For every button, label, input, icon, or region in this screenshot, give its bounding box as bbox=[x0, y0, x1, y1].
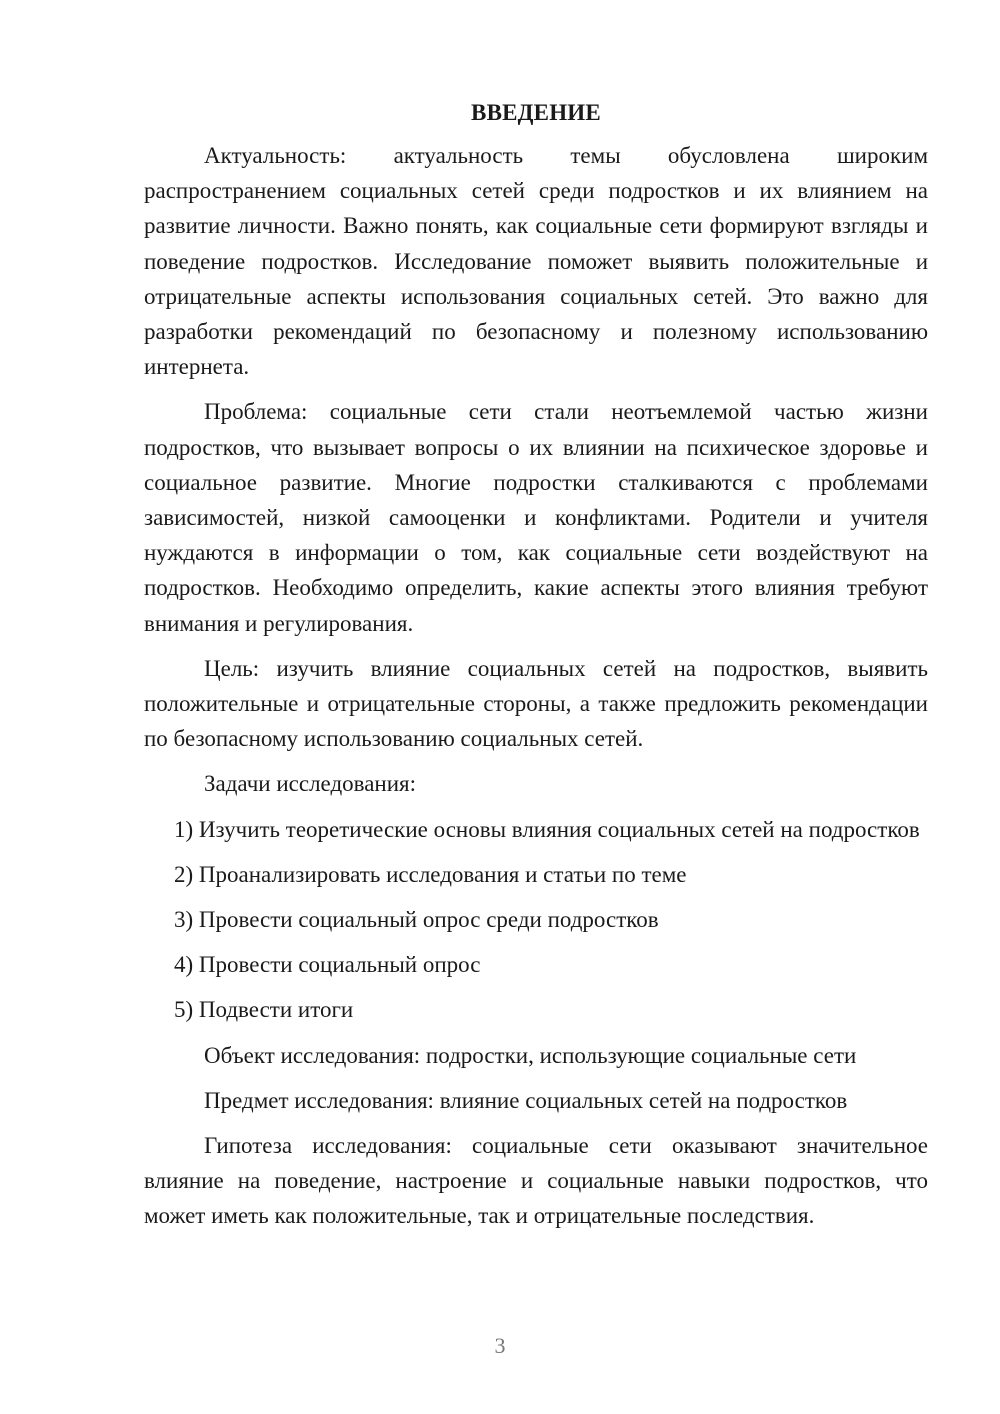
tasks-title: Задачи исследования: bbox=[204, 771, 417, 797]
section-heading: ВВЕДЕНИЕ bbox=[471, 100, 601, 125]
task-item-2: 2) Проанализировать исследования и статьи по теме bbox=[174, 861, 687, 887]
task-item-3: 3) Провести социальный опрос среди подростков bbox=[174, 907, 659, 933]
research-object: Объект исследования: подростки, использующие социальные сети bbox=[204, 1042, 857, 1068]
relevance-paragraph: Актуальность: актуальность темы обусловлена широким распространением социальных сетей среди подростков и их влиянием на развитие личности. Важно понять, как социальные сети формируют взгляды и поведение подростков. Исследование поможет выявить положительные и отрицательные аспекты использования социальных сетей. Это важно для разработки рекомендаций по безопасному и полезному использованию интернета. bbox=[144, 143, 928, 380]
task-item-4: 4) Провести социальный опрос bbox=[174, 952, 481, 978]
task-item-5: 5) Подвести итоги bbox=[174, 997, 354, 1023]
hypothesis-paragraph: Гипотеза исследования: социальные сети оказывают значительное влияние на поведение, настроение и социальные навыки подростков, что может иметь как положительные, так и отрицательные последствия. bbox=[144, 1133, 928, 1229]
goal-paragraph: Цель: изучить влияние социальных сетей на подростков, выявить положительные и отрицательные стороны, а также предложить рекомендации по безопасному использованию социальных сетей. bbox=[144, 655, 928, 752]
document-page bbox=[144, 95, 928, 1244]
problem-paragraph: Проблема: социальные сети стали неотъемлемой частью жизни подростков, что вызывает вопросы о их влиянии на психическое здоровье и социальное развитие. Многие подростки сталкиваются с проблемами зависимостей, низкой самооценки и конфликтами. Родители и учителя нуждаются в информации о том, как социальные сети воздействуют на подростков. Необходимо определить, какие аспекты этого влияния требуют внимания и регулирования. bbox=[144, 399, 928, 636]
page-number: 3 bbox=[494, 1333, 506, 1358]
research-subject: Предмет исследования: влияние социальных сетей на подростков bbox=[204, 1087, 848, 1113]
task-item-1: 1) Изучить теоретические основы влияния социальных сетей на подростков bbox=[174, 816, 920, 842]
